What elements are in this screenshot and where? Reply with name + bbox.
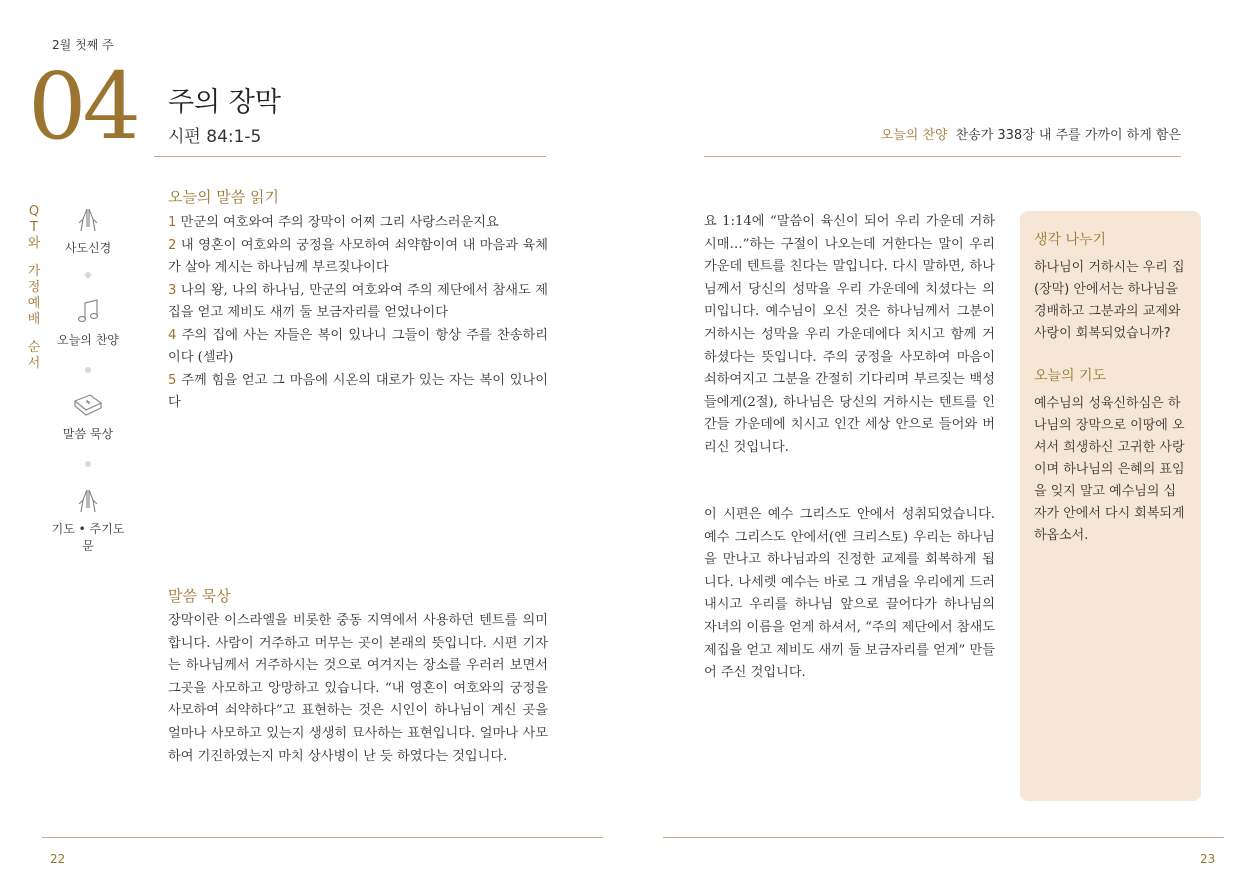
verse-text: 만군의 여호와여 주의 장막이 어찌 그리 사랑스러운지요 [180,215,499,230]
share-text: 하나님이 거하시는 우리 집(장막) 안에서는 하나님을 경배하고 그분과의 교제와 사랑이 회복되었습니까? [1034,260,1185,341]
verse-3 [168,283,548,321]
meditation-heading: 말씀 묵상 [168,587,231,605]
meditation-text: 장막이란 이스라엘을 비롯한 중동 지역에서 사용하던 텐트를 의미합니다. 사람이 거주하고 머무는 곳이 본래의 뜻입니다. 시편 기자는 하나님께서 거주하시는 것으로 여겨지는 장소를 우러러 보면서 그곳을 사모하고 앙망하고 있습니다. “내 영혼이 여호와의 궁정을 사모하여 쇠약하다”고 표현하는 것은 시인이 하나님이 계신 곳을 얼마나 사모하고 있는지 생생히 묘사하는 표현입니다. 얼마나 사모하여 기진하였는지 마치 상사병이 난 듯 하였다는 것입니다. [168,613,548,764]
bible-book-icon [72,391,104,421]
hymn-divider [704,156,1181,157]
day-number: 04 [28,53,138,160]
step-separator [85,272,91,278]
verse-1 [168,215,499,230]
vertical-label-char: 가 [27,264,41,279]
reading-heading: 오늘의 말씀 읽기 [168,188,279,206]
vertical-label-char: T [30,220,38,235]
vertical-label-char: 서 [27,356,41,371]
prayer-heading: 오늘의 기도 [1034,368,1107,384]
verse-number: 3 [168,282,177,298]
step-todays-hymn [53,297,123,348]
scripture-reference: 시편 84:1-5 [168,127,262,147]
verse-number: 1 [168,215,177,230]
week-label: 2월 첫째 주 [52,38,114,52]
praying-hands-icon [73,486,103,516]
verse-number: 2 [168,237,177,253]
step-label: 말씀 묵상 [62,427,114,441]
verses-list [168,212,548,415]
vertical-label-char [26,328,42,340]
footer-rule-right [663,837,1224,838]
verse-text: 나의 왕, 나의 하나님, 만군의 여호와여 주의 제단에서 참새도 제 집을 얻고 제비도 새끼 둘 보금자리를 얻었나이다 [168,282,548,320]
vertical-label-char: 순 [27,340,41,355]
step-separator [85,461,91,467]
vertical-label-char: 와 [27,236,41,251]
verse-number: 4 [168,327,177,343]
vertical-label-char: 예 [27,296,41,311]
verse-text: 내 영혼이 여호와의 궁정을 사모하여 쇠약함이여 내 마음과 육체가 살아 계시는 하나님께 부르짖나이다 [168,237,548,275]
step-word-meditation [53,391,123,442]
verse-4 [168,328,548,366]
vertical-label-char: Q [28,204,40,219]
verse-number: 5 [168,372,177,388]
commentary-paragraph-2: 이 시편은 예수 그리스도 안에서 성취되었습니다. 예수 그리스도 안에서(엔 크리스토) 우리는 하나님을 만나고 하나님과의 진정한 교제를 회복하게 됩니다. 나세렛 예수는 바로 그 개념을 우리에게 드러내시고 우리를 하나님 앞으로 끌어다가 하나님의 자녀의 이름을 얻게 하셔서, “주의 제단에서 참새도 제집을 얻고 제비도 새끼 둘 보금자리를 얻게” 만들어 주신 것입니다. [704,507,995,681]
vertical-label-char [26,252,42,264]
footer-rule-left [42,837,603,838]
prayer-text: 예수님의 성육신하심은 하나님의 장막으로 이땅에 오셔서 희생하신 고귀한 사랑이며 하나님의 은혜의 표임을 잊지 말고 예수님의 십자가 안에서 다시 회복되게 하옵소서. [1034,396,1185,543]
step-label: 오늘의 찬양 [57,333,119,347]
step-label: 사도신경 [64,241,112,255]
vertical-label-char: 정 [27,280,41,295]
praying-hands-icon [73,205,103,235]
step-label: 기도 • 주기도문 [51,522,125,553]
verse-5 [168,373,548,411]
music-note-icon [73,297,103,327]
verse-text: 주께 힘을 얻고 그 마음에 시온의 대로가 있는 자는 복이 있나이다 [168,372,548,410]
step-apostles-creed [53,205,123,256]
vertical-order-label [26,204,42,372]
step-prayer [48,486,128,554]
page-number-right: 23 [1200,852,1216,866]
reflection-sidebar [1020,211,1201,801]
verse-text: 주의 집에 사는 자들은 복이 있나니 그들이 항상 주를 찬송하리이다 (셀라) [168,327,548,365]
step-separator [85,367,91,373]
hymn-text: 찬송가 338장 내 주를 가까이 하게 함은 [955,128,1181,143]
hymn-label: 오늘의 찬양 [880,128,948,143]
page-number-left: 22 [50,852,66,866]
page-title: 주의 장막 [168,87,281,118]
share-heading: 생각 나누기 [1034,232,1107,248]
todays-hymn [881,124,1181,143]
commentary-paragraph-1: 요 1:14에 “말씀이 육신이 되어 우리 가운데 거하시매…”하는 구절이 나오는데 거한다는 말이 우리 가운데 텐트를 친다는 말입니다. 다시 말하면, 하나님께서 당신의 성막을 우리 가운데에 치셨다는 의미입니다. 예수님이 오신 것은 하나님께서 그분이 거하시는 성막을 우리 가운데에다 치시고 함께 거하셨다는 뜻입니다. 주의 궁정을 사모하여 마음이 쇠하여지고 그분을 간절히 기다리며 부르짖는 백성들에게(2절), 하나님은 당신의 거하시는 텐트를 인간들 가운데에 치시고 인간 세상 안으로 들어와 버리신 것입니다. [704,214,995,455]
verse-2 [168,238,548,276]
title-divider [154,156,546,157]
vertical-label-char: 배 [27,312,41,327]
